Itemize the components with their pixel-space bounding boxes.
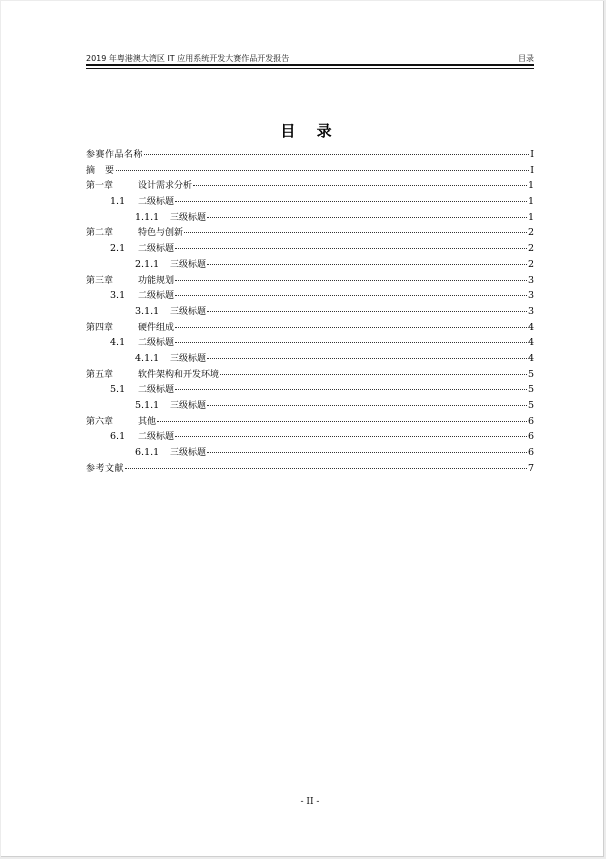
toc-entry-number: 1.1.1	[135, 211, 160, 223]
toc-entry-page: 4	[527, 337, 534, 349]
toc-leader-dots	[207, 311, 527, 312]
toc-leader-dots	[175, 280, 527, 281]
toc-entry[interactable]	[86, 461, 534, 477]
toc-leader-dots	[220, 374, 527, 375]
toc-entry[interactable]	[86, 273, 534, 289]
toc-entry[interactable]	[86, 257, 534, 273]
toc-entry[interactable]	[86, 163, 534, 179]
toc-entry-page: 3	[527, 274, 534, 286]
toc-entry-number: 4.1	[110, 337, 126, 349]
toc-entry[interactable]	[86, 194, 534, 210]
toc-entry-label: 二级标题	[138, 291, 175, 302]
toc-entry[interactable]	[86, 429, 534, 445]
page-footer-number: - II -	[300, 797, 320, 807]
toc-entry-label: 二级标题	[138, 338, 175, 349]
toc-entry[interactable]	[86, 320, 534, 336]
toc-entry-label: 二级标题	[138, 197, 175, 208]
toc-entry-page: 1	[527, 180, 534, 192]
toc-entry-label: 三级标题	[170, 401, 207, 411]
toc-entry-page: 2	[527, 243, 534, 255]
toc-entry-page: 2	[527, 258, 534, 270]
toc-leader-dots	[207, 452, 527, 453]
header-rule-thin	[86, 68, 534, 69]
toc-entry[interactable]	[86, 288, 534, 304]
toc-entry-page: I	[530, 149, 534, 160]
toc-entry-label: 二级标题	[138, 432, 175, 443]
table-of-contents	[86, 147, 534, 476]
toc-entry-label: 二级标题	[138, 385, 175, 396]
toc-entry-label: 软件架构和开发环境	[138, 369, 220, 380]
toc-entry-label: 摘 要	[86, 165, 115, 176]
toc-leader-dots	[144, 154, 529, 155]
toc-leader-dots	[175, 295, 527, 296]
toc-leader-dots	[175, 248, 527, 249]
toc-leader-dots	[125, 468, 527, 469]
toc-entry-number: 2.1.1	[135, 258, 160, 270]
toc-leader-dots	[207, 358, 527, 359]
toc-entry-number: 第二章	[86, 228, 114, 239]
toc-entry-number: 6.1	[110, 431, 126, 443]
toc-entry-page: 5	[527, 400, 534, 411]
toc-leader-dots	[207, 217, 527, 218]
toc-title: 目 录	[280, 122, 340, 140]
toc-entry-page: 7	[527, 462, 534, 474]
toc-entry[interactable]	[86, 147, 534, 163]
toc-entry-page: 4	[527, 321, 534, 333]
toc-entry-page: 3	[527, 290, 534, 302]
toc-entry[interactable]	[86, 351, 534, 367]
toc-entry[interactable]	[86, 225, 534, 241]
toc-entry-page: 6	[527, 431, 534, 443]
toc-entry-page: 6	[527, 447, 534, 459]
toc-entry-label: 参考文献	[86, 463, 125, 474]
toc-leader-dots	[184, 232, 527, 233]
toc-entry-number: 第四章	[86, 322, 114, 333]
toc-entry[interactable]	[86, 414, 534, 430]
toc-entry-label: 参赛作品名称	[86, 150, 144, 160]
toc-entry-number: 2.1	[110, 243, 126, 255]
toc-entry-number: 5.1	[110, 384, 126, 396]
header-rule-thick	[86, 64, 534, 66]
toc-entry[interactable]	[86, 398, 534, 414]
toc-entry-page: 5	[527, 368, 534, 380]
toc-entry[interactable]	[86, 304, 534, 320]
document-page	[1, 1, 604, 857]
toc-entry[interactable]	[86, 367, 534, 383]
toc-leader-dots	[207, 405, 527, 406]
toc-entry-number: 3.1.1	[135, 305, 160, 317]
toc-entry-number: 6.1.1	[135, 447, 160, 459]
toc-entry-page: 4	[527, 352, 534, 364]
toc-entry-label: 特色与创新	[138, 228, 184, 239]
toc-leader-dots	[157, 421, 527, 422]
toc-entry-label: 三级标题	[170, 306, 207, 317]
toc-entry-label: 功能规划	[138, 275, 175, 286]
toc-entry-number: 第六章	[86, 416, 114, 427]
toc-entry-page: 1	[527, 211, 534, 223]
toc-entry-label: 三级标题	[170, 448, 207, 459]
toc-entry-page: 6	[527, 415, 534, 427]
toc-entry-number: 1.1	[110, 196, 126, 208]
toc-entry-number: 第一章	[86, 181, 114, 192]
toc-entry-label: 二级标题	[138, 244, 175, 255]
toc-leader-dots	[175, 327, 527, 328]
toc-entry-label: 其他	[138, 416, 157, 427]
toc-entry-page: 3	[527, 305, 534, 317]
toc-entry-label: 三级标题	[170, 353, 207, 364]
toc-leader-dots	[175, 436, 527, 437]
toc-entry[interactable]	[86, 178, 534, 194]
toc-entry-page: I	[530, 164, 534, 176]
toc-entry-page: 1	[527, 196, 534, 208]
toc-leader-dots	[207, 264, 527, 265]
toc-entry[interactable]	[86, 445, 534, 461]
toc-entry[interactable]	[86, 241, 534, 257]
toc-entry-number: 第五章	[86, 369, 114, 380]
toc-entry-number: 5.1.1	[135, 400, 160, 411]
toc-entry-label: 三级标题	[170, 212, 207, 223]
toc-leader-dots	[116, 170, 530, 171]
header-section: 目录	[518, 54, 534, 63]
toc-entry-page: 2	[527, 227, 534, 239]
toc-entry-page: 5	[527, 384, 534, 396]
toc-leader-dots	[175, 201, 527, 202]
toc-entry[interactable]	[86, 382, 534, 398]
header-title: 2019 年粤港澳大湾区 IT 应用系统开发大赛作品开发报告	[86, 54, 290, 63]
toc-entry-number: 3.1	[110, 290, 126, 302]
toc-entry-number: 4.1.1	[135, 352, 160, 364]
toc-leader-dots	[175, 389, 527, 390]
toc-entry-label: 设计需求分析	[138, 181, 193, 192]
toc-entry[interactable]	[86, 210, 534, 226]
toc-leader-dots	[175, 342, 527, 343]
toc-leader-dots	[193, 185, 527, 186]
toc-entry-number: 第三章	[86, 275, 114, 286]
toc-entry-label: 硬件组成	[138, 322, 175, 333]
toc-entry-label: 三级标题	[170, 259, 207, 270]
toc-entry[interactable]	[86, 335, 534, 351]
